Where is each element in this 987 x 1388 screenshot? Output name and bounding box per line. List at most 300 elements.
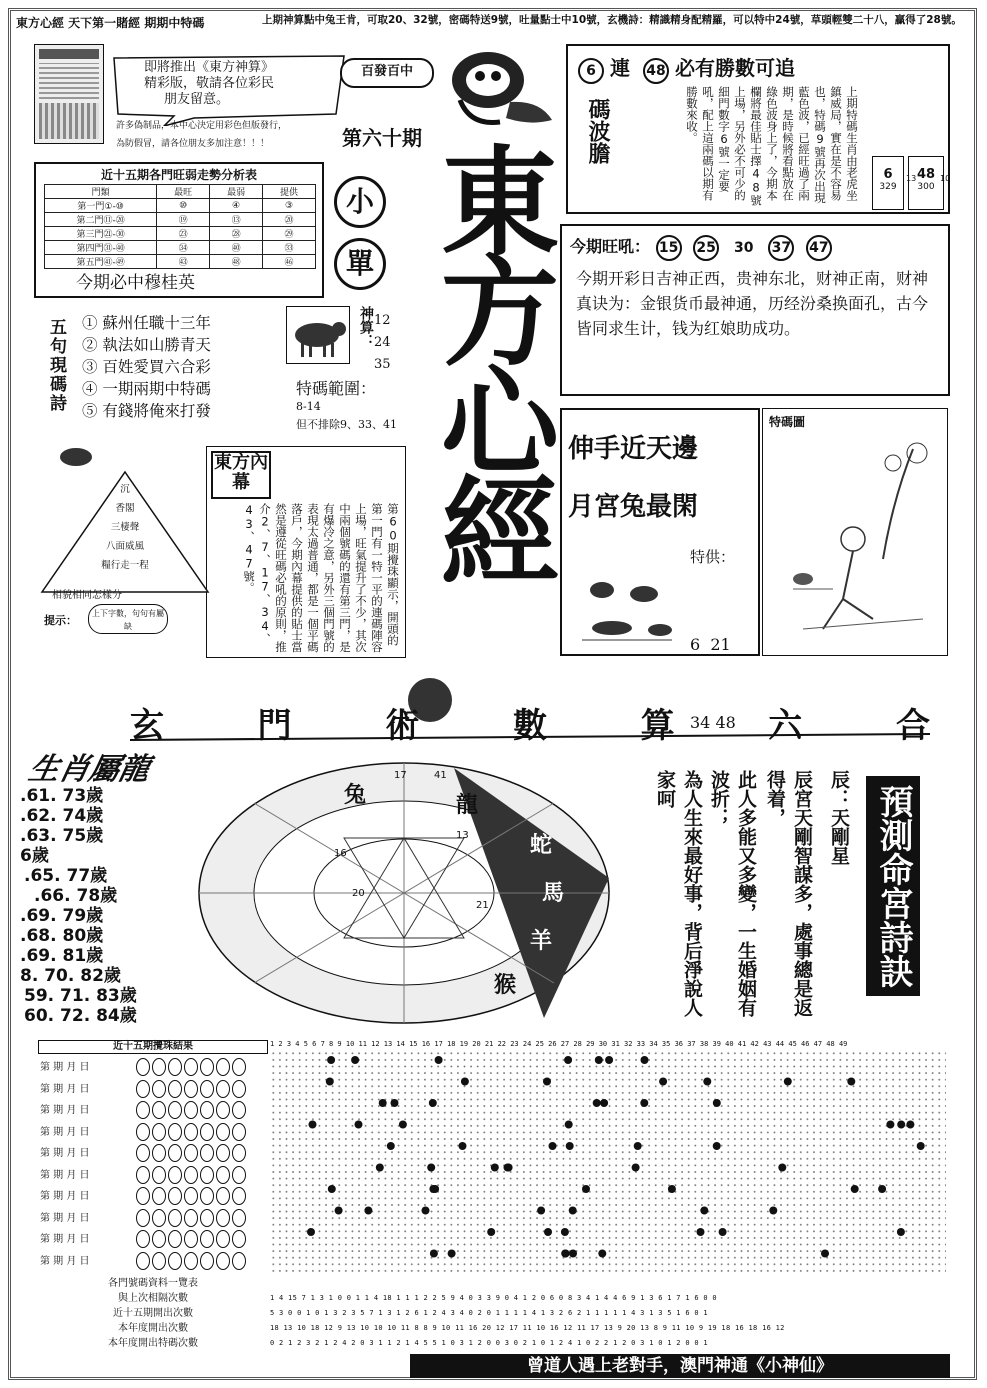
stat-row: 18 13 10 18 12 9 13 10 10 10 11 8 8 9 10 11 16 20 12 17 11 10 16 12 11 17 13 9 20 13 8 9 11 10 9 19 18 16 18 16 12: [270, 1324, 785, 1332]
stat-row: 0 2 1 2 3 2 1 2 4 2 0 3 1 1 2 1 4 5 5 1 0 3 1 2 0 0 3 0 2 1 0 1 2 4 1 0 2 2 1 2 0 3 1 0 1 2 0 0 1: [270, 1339, 708, 1347]
trend-cell: ㊻: [263, 255, 316, 269]
dragon-banner: 預測命宮詩訣: [866, 776, 920, 996]
results-marks: [270, 1050, 946, 1272]
poem-line: ① 蘇州任職十三年: [82, 314, 211, 332]
wheel-label: 馬: [542, 881, 565, 906]
dragon-poem-col1: 辰：天剛星: [828, 770, 850, 865]
result-ball-slot: [184, 1187, 198, 1205]
poem-label: 五句現碼詩: [46, 318, 66, 413]
wanghou-panel: [560, 224, 950, 396]
pyramid-line: 糧行走一程: [101, 560, 149, 571]
xuanmen-char: 算: [640, 706, 675, 746]
age-row: .61. 73歲: [20, 786, 104, 806]
result-row-label: 第 期 月 日: [40, 1212, 90, 1224]
result-ball-slot: [232, 1058, 246, 1076]
result-mark: [600, 1099, 608, 1107]
result-ball-slot: [200, 1209, 214, 1227]
wheel-number: 20: [352, 888, 365, 899]
result-ball-slot: [184, 1058, 198, 1076]
promo-thumbnail: [34, 44, 104, 144]
result-mark: [564, 1056, 572, 1064]
lian-side-title: 碼波膽: [585, 98, 610, 164]
result-mark: [851, 1185, 859, 1193]
result-ball-slot: [168, 1123, 182, 1141]
trend-cell: ㉙: [263, 227, 316, 241]
trend-cell: ㊽: [210, 255, 263, 269]
trend-cell: ④: [210, 199, 263, 213]
age-row: .62. 74歲: [20, 806, 104, 826]
trend-row: [45, 241, 316, 255]
trend-panel: [34, 162, 324, 298]
shensuan-number: 35: [374, 357, 391, 372]
lian-number-2: 48: [643, 58, 669, 84]
xuanmen-char: 玄: [130, 706, 164, 746]
result-mark: [537, 1207, 545, 1215]
result-row: [40, 1144, 268, 1164]
result-mark: [427, 1164, 435, 1172]
pyramid-line: 香閣: [115, 503, 135, 514]
result-ball-slot: [168, 1144, 182, 1162]
trend-cell: ⑩: [157, 199, 210, 213]
trend-cell: 第二門⑪-⑳: [45, 213, 157, 227]
tema-picture-panel: [762, 408, 948, 656]
trend-header: 最旺: [157, 185, 210, 199]
result-row: [40, 1166, 268, 1186]
result-ball-slot: [216, 1166, 230, 1184]
pyramid-line: 三棲聲: [110, 522, 140, 533]
small-single: [334, 176, 390, 288]
mascot-icon: [440, 40, 560, 130]
result-mark: [561, 1228, 569, 1236]
result-mark: [897, 1121, 905, 1129]
age-row: .68. 80歲: [20, 926, 104, 946]
result-ball-slot: [184, 1123, 198, 1141]
result-mark: [351, 1056, 359, 1064]
result-ball-slot: [216, 1209, 230, 1227]
age-row: .66. 78歲: [34, 886, 118, 906]
wheel-label: 蛇: [530, 833, 553, 858]
result-row-label: 第 期 月 日: [40, 1191, 90, 1202]
result-mark: [582, 1185, 590, 1193]
xuanmen-char: 數: [512, 706, 547, 746]
result-mark: [461, 1078, 469, 1086]
result-mark: [448, 1250, 456, 1258]
lian-card-1: [872, 156, 904, 210]
result-ball-slot: [168, 1080, 182, 1098]
lian-panel: [566, 44, 950, 214]
summary-line: 本年度開出次數: [118, 1323, 188, 1334]
shensuan-label: 神算：: [358, 306, 374, 348]
lian-tail: 必有勝數可追: [674, 56, 795, 80]
wheel-number: 16: [334, 848, 347, 859]
age-row: 6歲: [20, 846, 49, 866]
wanghou-header: [570, 234, 838, 261]
ornament-icon: [56, 442, 96, 472]
trend-row: [45, 227, 316, 241]
result-ball-slot: [232, 1144, 246, 1162]
age-row: 8. 70. 82歲: [20, 966, 121, 986]
result-ball-slot: [232, 1080, 246, 1098]
trend-cell: ㉓: [157, 227, 210, 241]
result-row: [40, 1080, 268, 1100]
result-mark: [668, 1185, 676, 1193]
wanghou-number: 30: [734, 240, 754, 256]
result-ball-slot: [216, 1230, 230, 1248]
wheel-label: 龍: [456, 793, 479, 818]
result-mark: [544, 1228, 552, 1236]
result-mark: [326, 1078, 334, 1086]
shensuan-numbers: [374, 310, 391, 376]
result-ball-slot: [152, 1209, 166, 1227]
trend-header-row: [45, 185, 316, 199]
footer-slogan: 曾道人遇上老對手，澳門神通《小神仙》: [410, 1354, 950, 1378]
single-mark: 單: [334, 238, 386, 290]
result-ball-slot: [232, 1166, 246, 1184]
wanghou-number: 47: [806, 235, 832, 261]
result-mark: [713, 1099, 721, 1107]
result-ball-slot: [136, 1058, 150, 1076]
result-mark: [593, 1099, 601, 1107]
summary-line: 近十五期開出次數: [113, 1308, 193, 1319]
result-mark: [569, 1207, 577, 1215]
result-row-label: 第 期 月 日: [40, 1083, 90, 1095]
result-ball-slot: [136, 1230, 150, 1248]
result-ball-slot: [168, 1058, 182, 1076]
result-mark: [847, 1078, 855, 1086]
result-mark: [632, 1164, 640, 1172]
trend-cell: ⑳: [263, 213, 316, 227]
trend-cell: ⑲: [157, 213, 210, 227]
results-header-numbers: 1 2 3 4 5 6 7 8 9 10 11 12 13 14 15 16 17 18 19 20 21 22 23 24 25 26 27 28 29 30 31 32 33 34 35 36 37 38 39 40 41 42 43 44 45 46 47 48 49: [270, 1040, 848, 1048]
range-exclude: 但不排除9、33、41: [296, 418, 397, 431]
result-ball-slot: [232, 1230, 246, 1248]
result-mark: [595, 1056, 603, 1064]
trend-table: [44, 184, 316, 269]
result-ball-slot: [184, 1080, 198, 1098]
promo-foot1: 許多偽制品，本中心決定用彩色但版發行，: [116, 121, 288, 131]
result-mark: [327, 1056, 335, 1064]
xuanmen-char: 術: [385, 706, 420, 746]
rabbit-animals-icon: [572, 570, 682, 646]
result-ball-slot: [136, 1144, 150, 1162]
result-row: [40, 1252, 268, 1272]
promo-line3: 朋友留意。: [164, 92, 230, 107]
age-row: .65. 77歲: [24, 866, 108, 886]
wanghou-number: 15: [656, 235, 682, 261]
shensuan-number: 24: [374, 335, 391, 350]
shensuan-number: 12: [374, 313, 391, 328]
trend-cell: ③: [263, 199, 316, 213]
xuanmen-char: 六: [768, 706, 803, 746]
age-row: .63. 75歲: [20, 826, 104, 846]
result-mark: [784, 1078, 792, 1086]
result-mark: [703, 1078, 711, 1086]
result-mark: [429, 1099, 437, 1107]
zodiac-wheel: [194, 748, 614, 1028]
result-ball-slot: [152, 1058, 166, 1076]
result-mark: [307, 1228, 315, 1236]
shenshou-line2: 月宮兔最閑: [568, 492, 699, 522]
stat-row: 5 3 0 0 1 0 1 3 2 3 5 7 1 3 1 2 6 1 2 4 3 4 0 2 0 1 1 1 1 4 1 3 2 6 2 1 1 1 1 1 4 3 1 3 5 1 6 0 1: [270, 1309, 708, 1317]
result-mark: [821, 1250, 829, 1258]
hint-label: 提示：: [44, 614, 77, 627]
result-row-label: 第 期 月 日: [40, 1234, 90, 1245]
dragon-poem-col2: 辰宮天剛智謀多，處事總是返得着，: [764, 770, 813, 1017]
result-row: [40, 1058, 268, 1078]
lian-header: [578, 52, 795, 84]
result-mark: [399, 1121, 407, 1129]
result-ball-slot: [184, 1144, 198, 1162]
result-ball-slot: [136, 1209, 150, 1227]
result-ball-slot: [200, 1144, 214, 1162]
big-title: 東方心經: [421, 140, 560, 580]
results-summary: [38, 1276, 268, 1351]
ox-picture: [286, 306, 350, 364]
pyramid-last: 相貌相同怎樣分: [52, 590, 122, 601]
trend-header: 提供: [263, 185, 316, 199]
trend-cell: 第四門㉛-㊵: [45, 241, 157, 255]
result-ball-slot: [200, 1080, 214, 1098]
result-mark: [435, 1056, 443, 1064]
result-row: [40, 1230, 268, 1250]
result-ball-slot: [216, 1252, 230, 1270]
result-mark: [565, 1121, 573, 1129]
result-ball-slot: [232, 1187, 246, 1205]
result-mark: [335, 1207, 343, 1215]
summary-line: 與上次相隔次數: [118, 1293, 188, 1304]
tegong-line: 6 21: [690, 635, 731, 654]
result-mark: [769, 1207, 777, 1215]
result-ball-slot: [216, 1187, 230, 1205]
result-ball-slot: [200, 1166, 214, 1184]
result-ball-slot: [184, 1252, 198, 1270]
result-ball-slot: [136, 1101, 150, 1119]
result-mark: [491, 1164, 499, 1172]
result-ball-slot: [216, 1101, 230, 1119]
result-ball-slot: [232, 1252, 246, 1270]
result-mark: [917, 1142, 925, 1150]
result-mark: [309, 1121, 317, 1129]
result-mark: [549, 1142, 557, 1150]
result-ball-slot: [152, 1187, 166, 1205]
result-mark: [598, 1250, 606, 1258]
pyramid-line: 八面威風: [105, 541, 144, 552]
lian-card-2-sub: 10: [940, 174, 951, 183]
trend-cell: ㊸: [157, 255, 210, 269]
ages-list: [20, 786, 137, 1026]
promo-line2: 精彩版，敬請各位彩民: [144, 76, 275, 91]
result-mark: [379, 1099, 387, 1107]
result-ball-slot: [184, 1101, 198, 1119]
ox-icon: [287, 307, 349, 363]
top-notice: 上期神算點中兔王肯，可取20、32號，密碼特送9號，吐量點士中10號，玄機詩：精識精身配精羅，可以特中24號，草頭輕雙二十八，贏得了28號。: [262, 14, 962, 26]
result-mark: [697, 1228, 705, 1236]
result-ball-slot: [232, 1123, 246, 1141]
tegong-label: 特供：: [690, 548, 736, 566]
poem-line: ③ 百姓愛買六合彩: [82, 358, 211, 376]
result-mark: [641, 1056, 649, 1064]
lian-number-1: 6: [578, 58, 604, 84]
result-mark: [376, 1164, 384, 1172]
xuanmen-char: 合: [895, 706, 930, 746]
trend-header: 最弱: [210, 185, 263, 199]
lian-card-2-code: 300: [917, 182, 935, 192]
result-ball-slot: [136, 1080, 150, 1098]
result-ball-slot: [152, 1166, 166, 1184]
result-row: [40, 1123, 268, 1143]
poem-lines: [82, 312, 211, 422]
result-ball-slot: [152, 1230, 166, 1248]
lian-card-2: [908, 156, 944, 210]
dragon-poem-col4: 為人生來最好事，背后淨說人家呵: [654, 770, 703, 1017]
poem-line: ⑤ 有錢將俺來打發: [82, 402, 211, 420]
result-row: [40, 1187, 268, 1207]
result-mark: [391, 1099, 399, 1107]
birth-title: 生肖屬龍: [25, 752, 153, 787]
wanghou-text: 今期开彩日吉神正西，贵神东北，财神正南，财神真诀为：金银货币最神通，历经汾桑换面孔，古今皆同求生计，钱为红娘助成功。: [576, 269, 929, 338]
xuanmen-banner: [130, 678, 930, 750]
age-row: 59. 71. 83歲: [24, 986, 137, 1006]
result-mark: [778, 1164, 786, 1172]
trend-row: [45, 255, 316, 269]
result-ball-slot: [200, 1252, 214, 1270]
result-mark: [659, 1078, 667, 1086]
result-ball-slot: [184, 1230, 198, 1248]
trend-cell: ㊵: [210, 241, 263, 255]
trend-header: 門類: [45, 185, 157, 199]
promo-line1: 即將推出《東方神算》: [144, 60, 275, 75]
result-mark: [459, 1142, 467, 1150]
trend-cell: ⑬: [210, 213, 263, 227]
result-ball-slot: [136, 1252, 150, 1270]
result-ball-slot: [152, 1101, 166, 1119]
result-ball-slot: [216, 1080, 230, 1098]
result-ball-slot: [152, 1144, 166, 1162]
wheel-number: 41: [434, 770, 447, 781]
result-mark: [487, 1228, 495, 1236]
promo-foot2: 為防假冒，請各位朋友多加注意！！！: [116, 139, 270, 149]
result-ball-slot: [152, 1123, 166, 1141]
lian-card-1-code: 329: [879, 182, 897, 192]
tema-picture-label: 特碼圖: [769, 415, 806, 429]
range-value: 8-14: [296, 400, 321, 413]
trend-footer: 今期必中穆桂英: [76, 273, 195, 293]
neimu-panel: [206, 446, 406, 658]
result-ball-slot: [200, 1230, 214, 1248]
result-ball-slot: [168, 1101, 182, 1119]
wheel-number: 13: [456, 830, 469, 841]
lian-card-1-number: 6: [883, 167, 893, 182]
shenshou-line1: 伸手近天邊: [568, 434, 699, 464]
result-ball-slot: [168, 1209, 182, 1227]
result-ball-slot: [168, 1166, 182, 1184]
result-ball-slot: [216, 1144, 230, 1162]
neimu-label: 東方內幕: [211, 451, 271, 499]
result-row-label: 第 期 月 日: [40, 1105, 90, 1116]
trend-cell: ㉝: [263, 241, 316, 255]
pyramid: [40, 470, 210, 594]
result-row: [40, 1209, 268, 1229]
result-mark: [878, 1185, 886, 1193]
poem-line: ④ 一期兩期中特碼: [82, 380, 211, 398]
lian-title: 連: [610, 56, 630, 80]
wheel-number: 17: [394, 770, 407, 781]
result-ball-slot: [216, 1058, 230, 1076]
figure-drawing-icon: [773, 439, 943, 649]
summary-line: 各門號碼資料一覽表: [108, 1278, 198, 1289]
result-mark: [328, 1185, 336, 1193]
hint-text: 上下字數，句句有屬缺: [88, 604, 168, 634]
result-row-label: 第 期 月 日: [40, 1255, 90, 1267]
lian-text: 上期特碼生肖由老虎坐鎮威局，實在是不容易也，特碼9號再次出現藍色波，已經旺過了兩期，是時候將看點放在綠色波身上了，今期本欄將最佳貼士擇48號上場，另外必不可少的細門數字6號一定要吼，配上這兩碼以期有勝數來收。: [685, 86, 859, 206]
result-row-label: 第 期 月 日: [40, 1148, 90, 1159]
shenshou-panel: [560, 408, 760, 732]
summary-line: 本年度開出特碼次數: [108, 1338, 198, 1349]
result-row-label: 第 期 月 日: [40, 1062, 90, 1073]
result-ball-slot: [232, 1209, 246, 1227]
result-row-label: 第 期 月 日: [40, 1126, 90, 1138]
trend-cell: 第一門①-⑩: [45, 199, 157, 213]
result-mark: [566, 1142, 574, 1150]
result-mark: [605, 1056, 613, 1064]
result-ball-slot: [200, 1058, 214, 1076]
trend-cell: 第三門㉑-㉚: [45, 227, 157, 241]
poem-line: ② 執法如山勝青天: [82, 336, 211, 354]
result-ball-slot: [168, 1230, 182, 1248]
results-title: 近十五期攪珠結果: [38, 1040, 268, 1054]
result-mark: [713, 1142, 721, 1150]
result-ball-slot: [136, 1123, 150, 1141]
result-mark: [387, 1142, 395, 1150]
result-ball-slot: [168, 1252, 182, 1270]
promo-speech: [104, 52, 354, 122]
result-ball-slot: [200, 1101, 214, 1119]
result-mark: [364, 1207, 372, 1215]
result-ball-slot: [232, 1101, 246, 1119]
age-row: 60. 72. 84歲: [24, 1006, 137, 1026]
wanghou-label: 今期旺吼：: [570, 237, 651, 256]
result-ball-slot: [184, 1166, 198, 1184]
result-mark: [569, 1250, 577, 1258]
result-ball-slot: [200, 1187, 214, 1205]
trend-cell: 第五門㊶-㊾: [45, 255, 157, 269]
result-ball-slot: [136, 1187, 150, 1205]
result-mark: [562, 1250, 570, 1258]
result-ball-slot: [152, 1080, 166, 1098]
trend-row: [45, 213, 316, 227]
result-mark: [719, 1228, 727, 1236]
issue-number: 第六十期: [342, 126, 422, 150]
wheel-label: 猴: [494, 973, 517, 998]
wheel-label: 羊: [530, 929, 553, 954]
result-ball-slot: [184, 1209, 198, 1227]
masthead-left-title: 東方心經 天下第一賭經 期期中特碼: [16, 16, 205, 30]
result-row-label: 第 期 月 日: [40, 1169, 90, 1181]
result-mark: [430, 1250, 438, 1258]
result-row: [40, 1101, 268, 1121]
range-label: 特碼範圍：: [296, 379, 377, 398]
tegong-line: 34 48: [690, 713, 736, 732]
result-mark: [355, 1121, 363, 1129]
trend-row: [45, 199, 316, 213]
result-mark: [634, 1142, 642, 1150]
age-row: .69. 79歲: [20, 906, 104, 926]
wanghou-number: 37: [768, 235, 794, 261]
pyramid-line: 沉: [120, 484, 130, 495]
trend-cell: ㉞: [157, 241, 210, 255]
result-mark: [906, 1121, 914, 1129]
result-mark: [640, 1099, 648, 1107]
